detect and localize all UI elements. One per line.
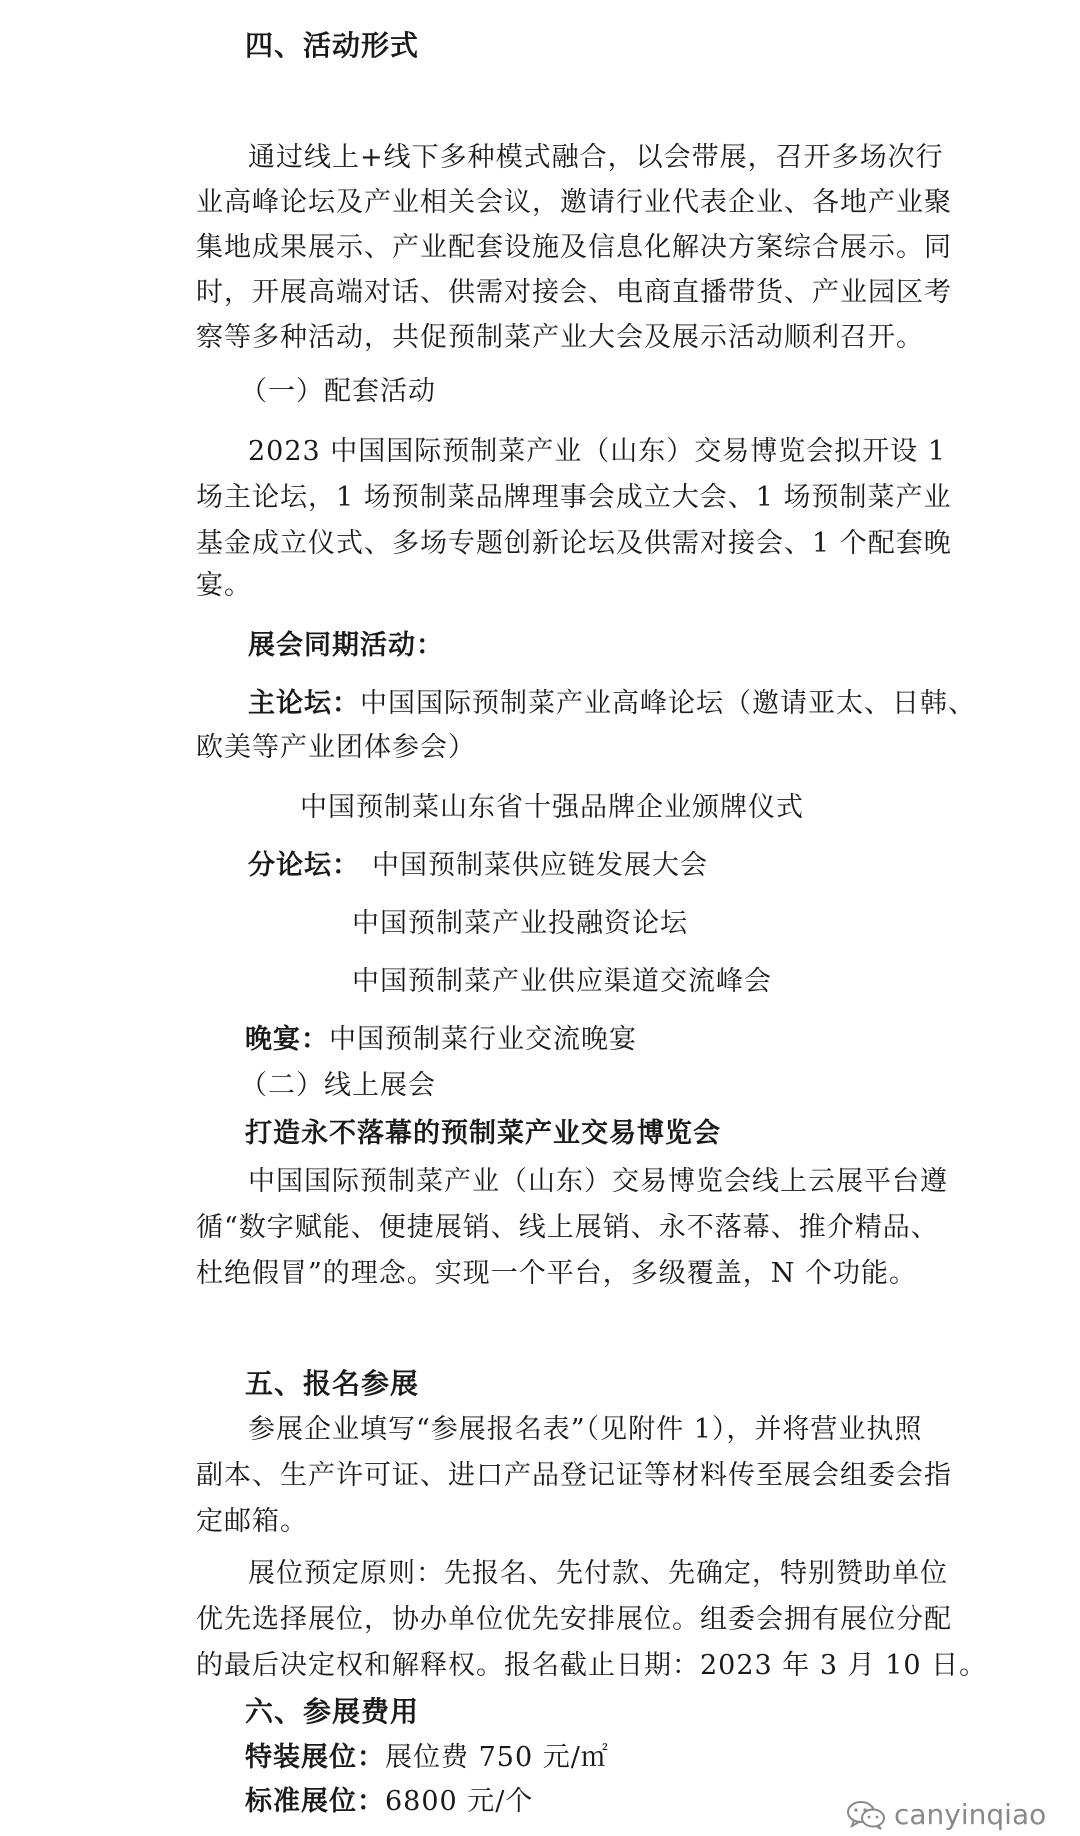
standard-booth-label: 标准展位：: [245, 1786, 385, 1817]
subsection-2-para-line: 中国国际预制菜产业（山东）交易博览会线上云展平台遵: [248, 1166, 948, 1197]
section-4-para-line: 通过线上+线下多种模式融合，以会带展，召开多场次行: [248, 142, 944, 173]
sub-forum-row: [248, 848, 708, 884]
subsection-2-para-line: 杜绝假冒”的理念。实现一个平台，多级覆盖，N 个功能。: [196, 1258, 918, 1289]
standard-booth-price: 6800 元/个: [385, 1786, 534, 1817]
special-booth-label: 特装展位：: [245, 1742, 385, 1773]
main-forum-row: [248, 686, 976, 722]
watermark: [846, 1798, 1046, 1831]
wechat-icon: [846, 1799, 886, 1831]
section-4-para-line: 时，开展高端对话、供需对接会、电商直播带货、产业园区考: [196, 277, 952, 308]
section-5-para1-line: 参展企业填写“参展报名表”（见附件 1），并将营业执照: [248, 1414, 923, 1445]
standard-booth-row: [245, 1784, 533, 1820]
online-expo-title: 打造永不落幕的预制菜产业交易博览会: [245, 1118, 721, 1149]
main-forum-label: 主论坛：: [248, 688, 360, 719]
section-5-para1-line: 副本、生产许可证、进口产品登记证等材料传至展会组委会指: [196, 1460, 952, 1491]
banquet-label: 晚宴：: [245, 1024, 329, 1055]
sub-forum-item: 中国预制菜产业投融资论坛: [352, 908, 688, 939]
sub-forum-item: 中国预制菜产业供应渠道交流峰会: [352, 966, 772, 997]
banquet-text: 中国预制菜行业交流晚宴: [329, 1024, 637, 1055]
section-5-para2-line: 优先选择展位，协办单位优先安排展位。组委会拥有展位分配: [196, 1604, 952, 1635]
sub-forum-label: 分论坛：: [248, 850, 360, 881]
section-6-title: 六、参展费用: [245, 1695, 420, 1728]
section-4-para-line: 业高峰论坛及产业相关会议，邀请行业代表企业、各地产业聚: [196, 187, 952, 218]
section-5-title: 五、报名参展: [245, 1367, 420, 1400]
main-forum-sub-event: 中国预制菜山东省十强品牌企业颁牌仪式: [300, 792, 804, 823]
concurrent-activities-title: 展会同期活动：: [248, 630, 444, 661]
sub-forum-item: 中国预制菜供应链发展大会: [372, 850, 708, 881]
section-5-para2-line: 展位预定原则：先报名、先付款、先确定，特别赞助单位: [248, 1558, 948, 1589]
special-booth-price: 展位费 750 元/㎡: [385, 1742, 609, 1773]
subsection-1-title: （一）配套活动: [240, 376, 436, 407]
section-4-para-line: 集地成果展示、产业配套设施及信息化解决方案综合展示。同: [196, 232, 952, 263]
subsection-1-para-line: 宴。: [196, 570, 252, 601]
subsection-1-para-line: 基金成立仪式、多场专题创新论坛及供需对接会、1 个配套晚: [196, 528, 952, 559]
section-5-para2-line: 的最后决定权和解释权。报名截止日期：2023 年 3 月 10 日。: [196, 1650, 988, 1681]
banquet-row: [245, 1022, 637, 1058]
section-5-para1-line: 定邮箱。: [196, 1506, 308, 1537]
subsection-1-para-line: 场主论坛，1 场预制菜品牌理事会成立大会、1 场预制菜产业: [196, 482, 952, 513]
main-forum-text-cont: 欧美等产业团体参会）: [196, 732, 476, 763]
section-4-para-line: 察等多种活动，共促预制菜产业大会及展示活动顺利召开。: [196, 322, 924, 353]
subsection-1-para-line: 2023 中国国际预制菜产业（山东）交易博览会拟开设 1: [248, 436, 947, 467]
subsection-2-title: （二）线上展会: [240, 1070, 436, 1101]
subsection-2-para-line: 循“数字赋能、便捷展销、线上展销、永不落幕、推介精品、: [196, 1212, 939, 1243]
section-4-title: 四、活动形式: [245, 29, 420, 62]
watermark-text: canyinqiao: [894, 1798, 1047, 1831]
main-forum-text: 中国国际预制菜产业高峰论坛（邀请亚太、日韩、: [360, 688, 976, 719]
special-booth-row: [245, 1740, 609, 1776]
